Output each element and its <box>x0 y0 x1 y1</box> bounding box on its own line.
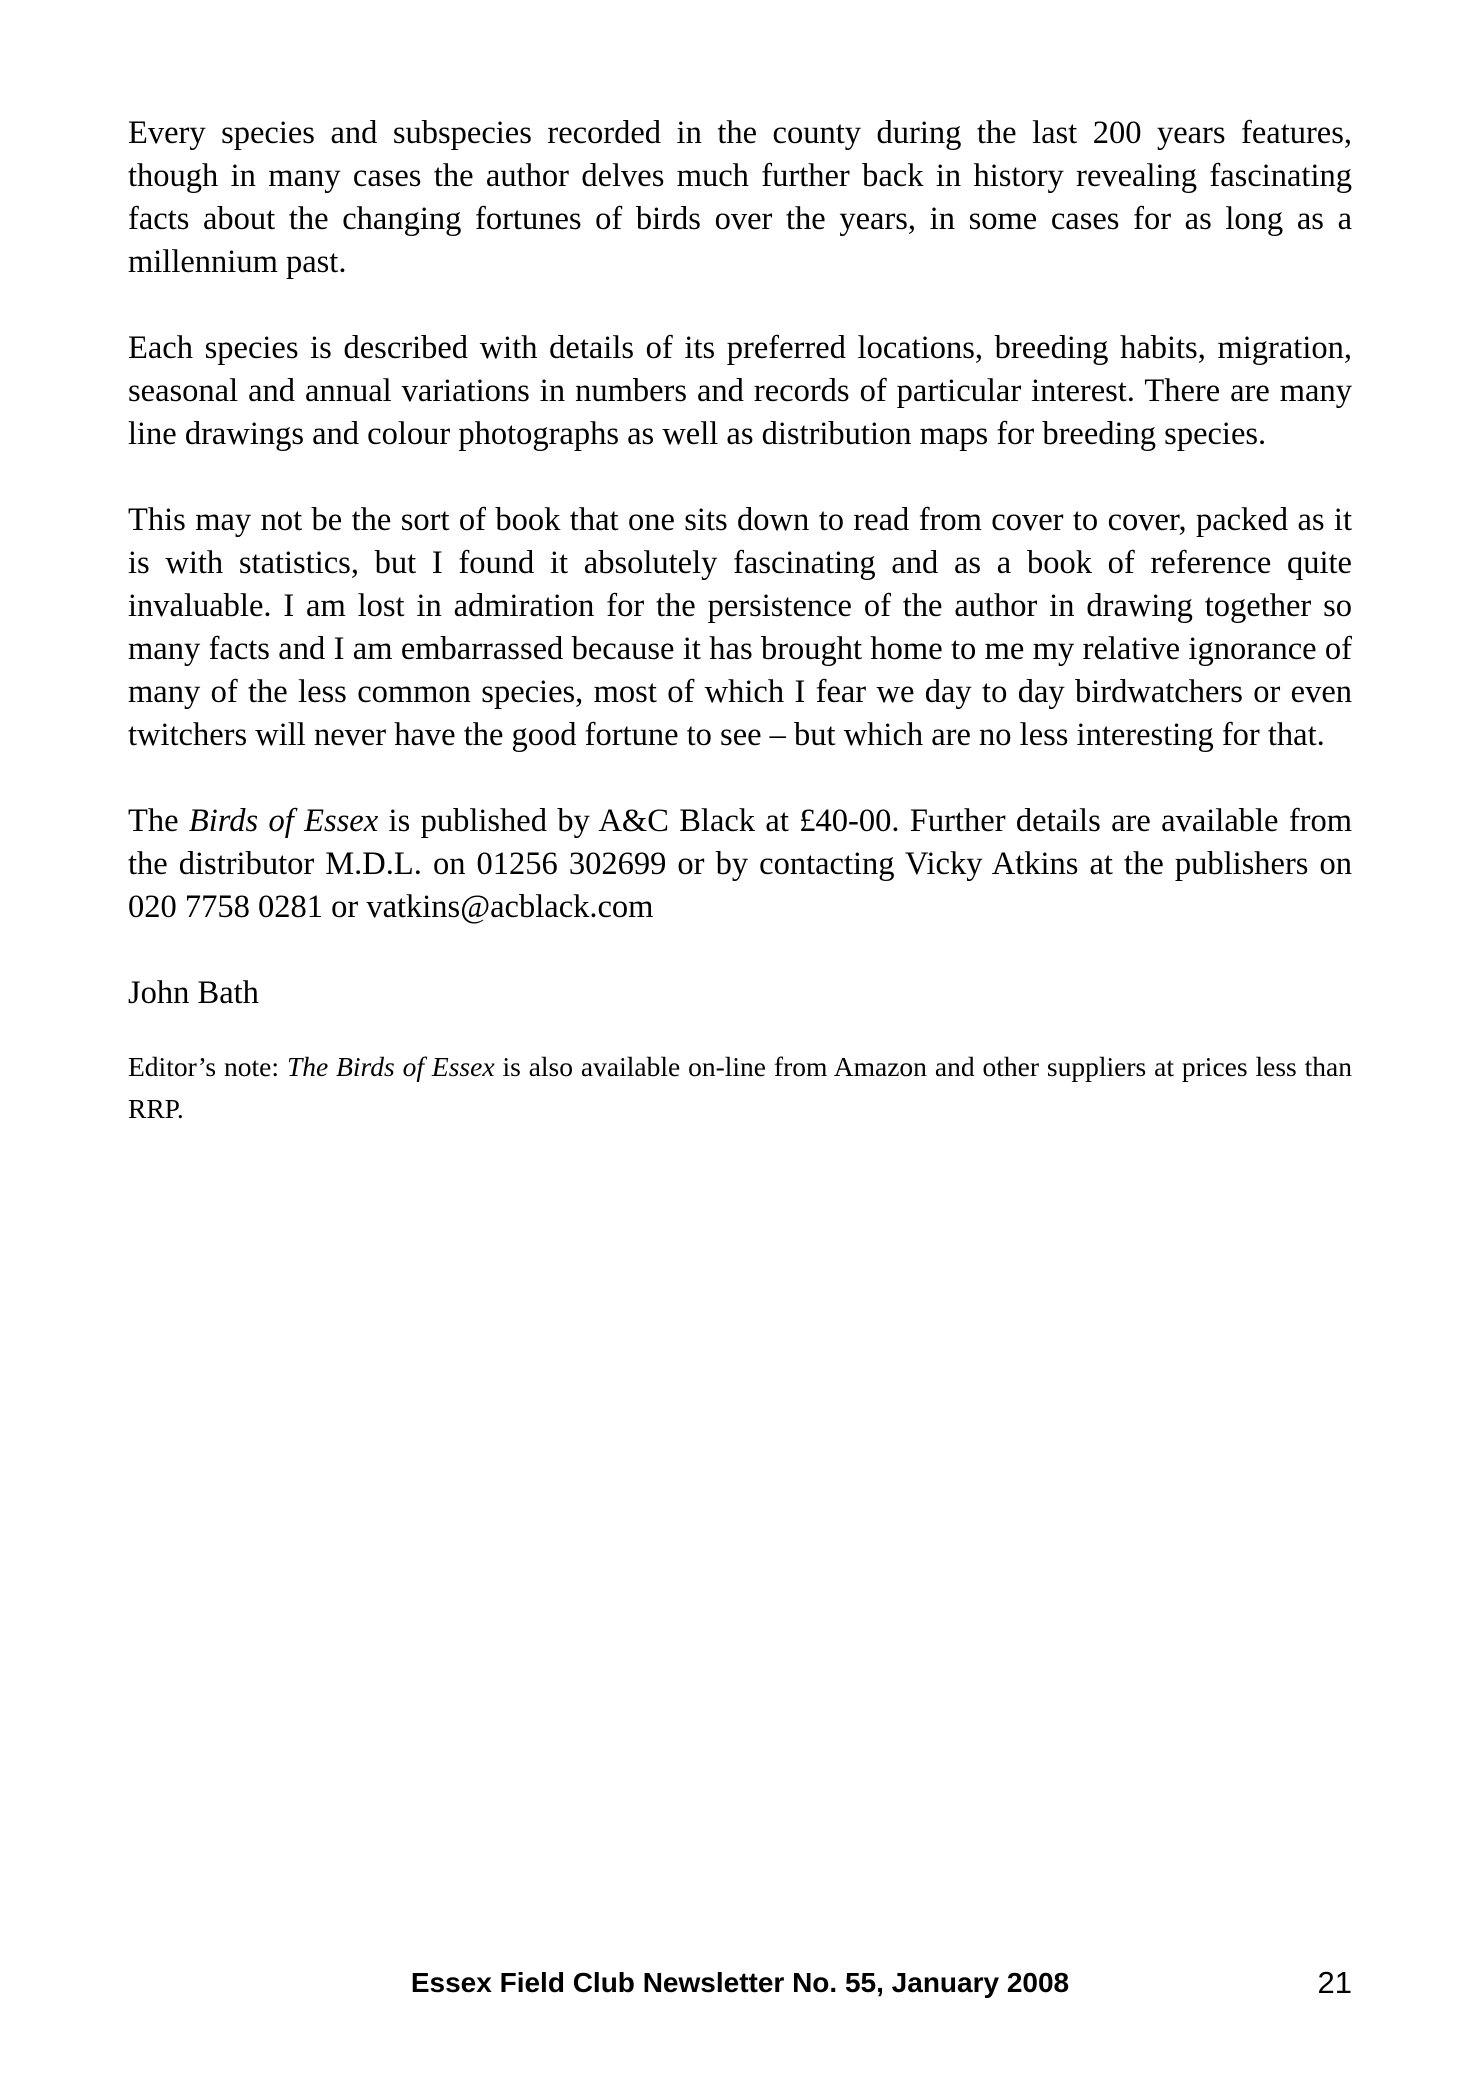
page-number: 21 <box>1317 1965 1352 2000</box>
paragraph-species-details: Each species is described with details of its preferred locations, breeding habits, migration, seasonal and annual variations in numbers and records of particular interest. There are many line drawings and colour photographs as well as distribution maps for breeding species. <box>128 330 1352 452</box>
editor-note-book-title: The Birds of Essex <box>286 1051 495 1082</box>
paragraph-publication-details <box>128 800 1352 929</box>
paragraph-species-coverage: Every species and subspecies recorded in the county during the last 200 years features, though in many cases the author delves much further back in history revealing fascinating facts about the changing fortunes of birds over the years, in some cases for as long as a millennium past. <box>128 115 1352 280</box>
page-footer <box>128 1960 1352 2006</box>
book-title: Birds of Essex <box>188 803 379 839</box>
publication-details-text: is published by A&C Black at £40-00. Further details are available from the distributor M.D.L. on 01256 302699 or by contacting Vicky Atkins at the publishers on 020 7758 0281 or vatkins@acblack.com <box>128 803 1352 925</box>
newsletter-title: Essex Field Club Newsletter No. 55, January 2008 <box>410 1967 1070 1998</box>
publication-lead-text: The <box>128 803 189 839</box>
editor-note-lead: Editor’s note: <box>128 1051 287 1082</box>
article-body <box>128 112 1352 1130</box>
author-signature: John Bath <box>128 975 259 1011</box>
editor-note-text: is also available on-line from Amazon and other suppliers at prices less than RRP. <box>128 1051 1352 1124</box>
editor-note <box>128 1046 1352 1130</box>
paragraph-review-opinion: This may not be the sort of book that one sits down to read from cover to cover, packed as it is with statistics, but I found it absolutely fascinating and as a book of reference quite invaluable. I am lost in admiration for the persistence of the author in drawing together so many facts and I am embarrassed because it has brought home to me my relative ignorance of many of the less common species, most of which I fear we day to day birdwatchers or even twitchers will never have the good fortune to see – but which are no less interesting for that. <box>128 502 1352 753</box>
